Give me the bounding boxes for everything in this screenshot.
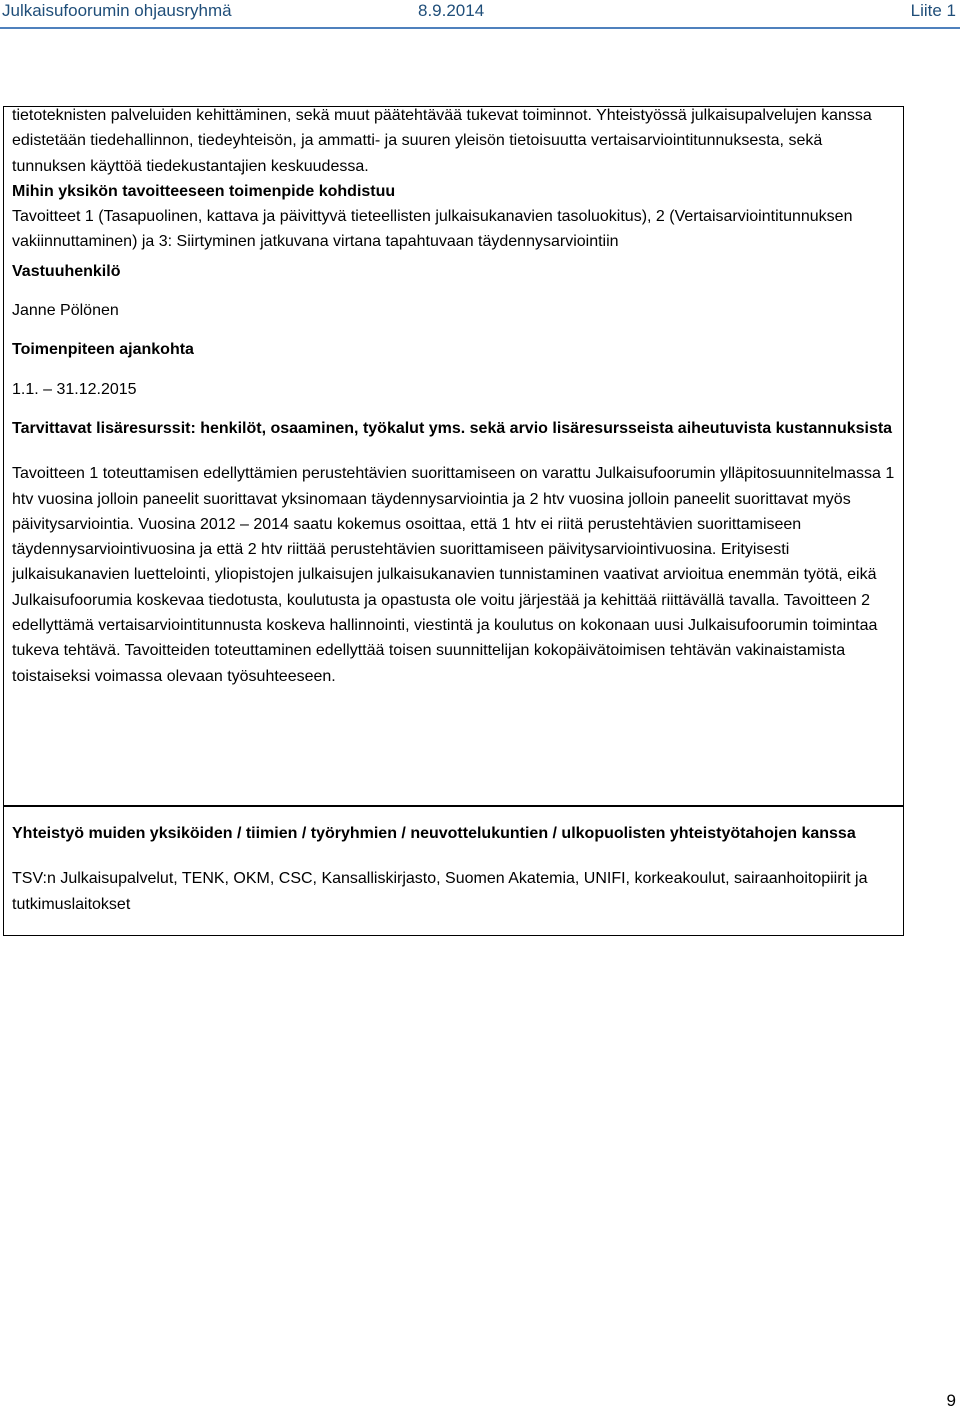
resources-heading: Tarvittavat lisäresurssit: henkilöt, osaaminen, työkalut yms. sekä arvio lisäresursseista aiheutuvista kustannuksista xyxy=(12,419,893,437)
cooperation-heading: Yhteistyö muiden yksiköiden / tiimien / työryhmien / neuvottelukuntien / ulkopuolisten yhteistyötahojen kanssa xyxy=(12,825,856,842)
resources-text: Tavoitteen 1 toteuttamisen edellyttämien perustehtävien suorittamiseen on varattu Julkaisufoorumin ylläpitosuunnitelmassa 1 htv vuosina jolloin paneelit suorittavat yksinomaan täydennysarviointia ja 2 htv vuosina jolloin paneelit suorittavat myös päivitysarviointia. Vuosina 2012 – 2014 saatu kokemus osoittaa, että 1 htv ei riitä perustehtävien suorittamiseen täydennysarviointivuosina ja että 2 htv riittää perustehtävien suorittamiseen päivitysarviointivuosina. Erityisesti julkaisukanavien luettelointi, yliopistojen julkaisujen julkaisukanavien tunnistaminen vaativat arvioitua enemmän työtä, eikä Julkaisufoorumia koskevaa tiedotusta, koulutusta ja opastusta ole voitu järjestää ja kehittää riittävällä tavalla. Tavoitteen 2 edellyttämä vertaisarviointitunnusta koskeva hallinnointi, viestintä ja koulutus on kokonaan uusi Julkaisufoorumin toimintaa tukeva tehtävä. Tavoitteiden toteuttaminen edellyttää toisen suunnittelijan kokopäivätoimisen tehtävän vakinaistamista toistaiseksi voimassa olevaan työsuhteeseen. xyxy=(12,465,895,685)
page-header xyxy=(0,0,960,26)
header-attachment: Liite 1 xyxy=(910,1,956,20)
header-date: 8.9.2014 xyxy=(418,1,485,20)
schedule-heading: Toimenpiteen ajankohta xyxy=(12,341,194,359)
cooperation-box xyxy=(3,806,904,936)
responsible-name: Janne Pölönen xyxy=(12,302,119,320)
goal-heading: Mihin yksikön tavoitteeseen toimenpide kohdistuu xyxy=(12,182,396,200)
page-number: 9 xyxy=(946,1391,956,1410)
header-rule xyxy=(0,27,960,29)
action-details-box xyxy=(3,106,904,806)
schedule-value: 1.1. – 31.12.2015 xyxy=(12,380,137,398)
cooperation-text: TSV:n Julkaisupalvelut, TENK, OKM, CSC, Kansalliskirjasto, Suomen Akatemia, UNIFI, korkeakoulut, sairaanhoitopiirit ja tutkimuslaitokset xyxy=(12,870,868,913)
responsible-heading: Vastuuhenkilö xyxy=(12,262,121,280)
intro-text: tietoteknisten palveluiden kehittäminen, sekä muut päätehtävää tukevat toiminnot. Yhteistyössä julkaisupalvelujen kanssa edistetään tiedehallinnon, tiedeyhteisön, ja ammatti- ja suuren yleisön tietoisuutta vertaisarviointitunnuksesta, sekä tunnuksen käyttöä tiedekustantajien keskuudessa. xyxy=(12,107,872,175)
header-title: Julkaisufoorumin ohjausryhmä xyxy=(2,1,232,20)
goal-text: Tavoitteet 1 (Tasapuolinen, kattava ja päivittyvä tieteellisten julkaisukanavien tasoluokitus), 2 (Vertaisarviointitunnuksen vakiinnuttaminen) ja 3: Siirtyminen jatkuvana virtana tapahtuvaan täydennysarviointiin xyxy=(12,208,853,251)
